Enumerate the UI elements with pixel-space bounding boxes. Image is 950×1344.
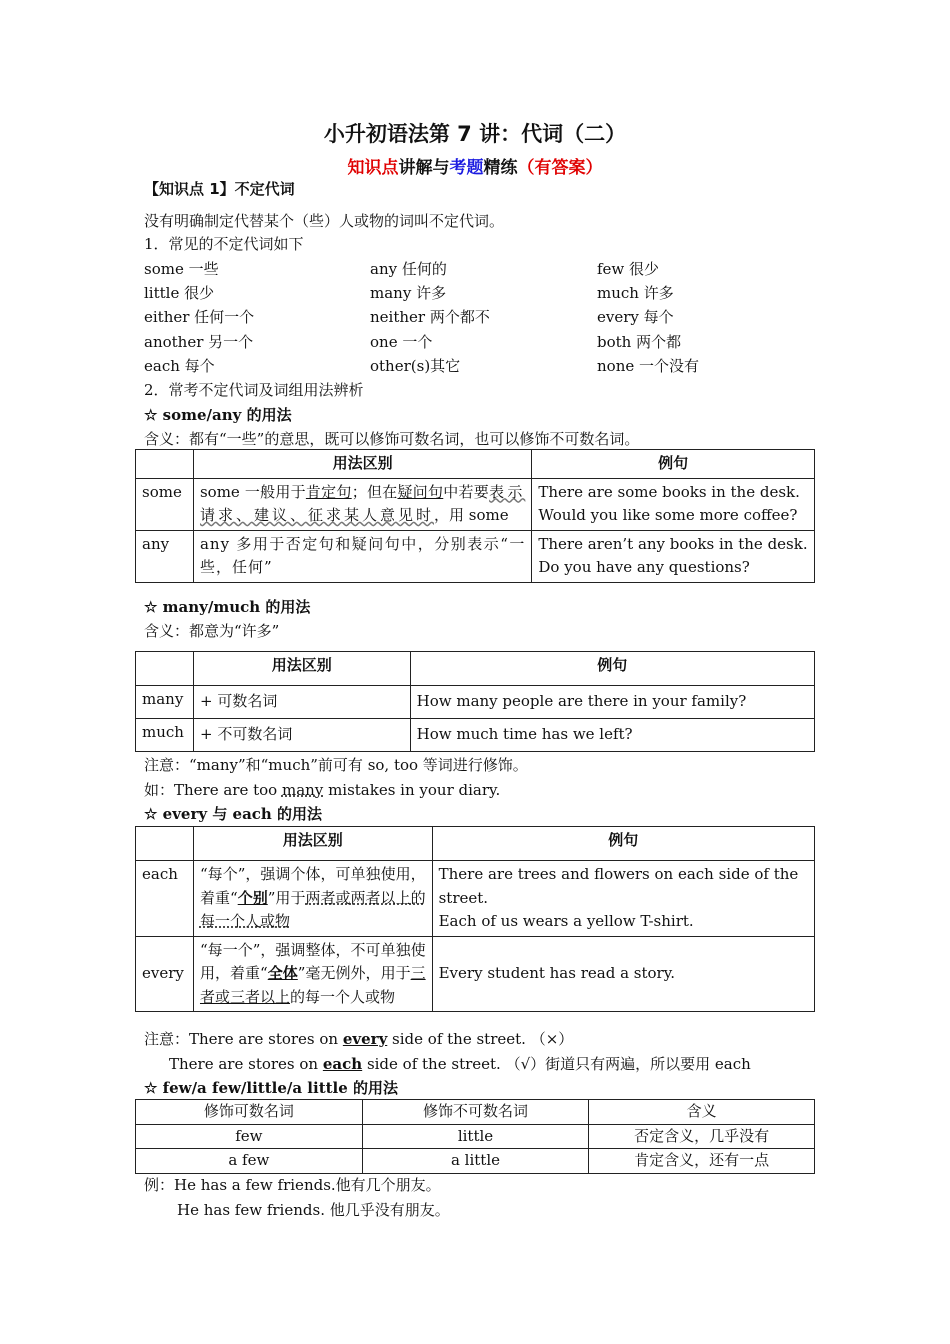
table-header: 用法区别	[193, 450, 531, 479]
pronoun-item: each 每个	[144, 357, 215, 375]
example-cell	[432, 861, 814, 937]
note-text: each	[322, 1055, 363, 1073]
usage-cell	[193, 936, 432, 1012]
table-row	[136, 1149, 815, 1174]
many-much-meaning: 含义：都意为“许多”	[144, 622, 280, 640]
table-header: 用法区别	[193, 652, 410, 686]
some-any-table	[135, 449, 815, 583]
table-cell: few	[136, 1124, 363, 1149]
word-cell: every	[136, 936, 194, 1012]
pronoun-item: few 很少	[597, 260, 660, 278]
table-header: 修饰可数名词	[136, 1100, 363, 1125]
example-text: There are some books in the desk.	[538, 482, 800, 501]
usage-text: ，用 some	[434, 506, 509, 524]
table-row	[136, 936, 815, 1012]
table-cell: little	[362, 1124, 589, 1149]
usage-title: 2．常考不定代词及词组用法辨析	[144, 381, 364, 399]
note-text: 注意：There are stores on	[144, 1030, 343, 1048]
usage-cell	[193, 478, 531, 530]
example-text: many	[281, 781, 324, 799]
table-row	[136, 861, 815, 937]
example-cell: How many people are there in your family?	[410, 686, 814, 719]
usage-cell: + 不可数名词	[193, 719, 410, 752]
word-cell: some	[136, 478, 194, 530]
usage-text: 肯定句	[305, 482, 352, 501]
usage-text: “每一个”，强调整体，不可单独使用，着重“	[199, 940, 426, 982]
many-much-table	[135, 651, 815, 752]
pronoun-item: much 许多	[597, 284, 674, 302]
subtitle-part: 考题	[449, 158, 484, 178]
usage-text: ；但在	[351, 482, 398, 501]
word-cell: any	[136, 530, 194, 582]
usage-text: ”毫无例外，用于	[297, 964, 411, 982]
usage-text: ”用于	[267, 888, 306, 907]
some-any-heading: ☆ some/any 的用法	[144, 406, 292, 424]
usage-text: 三者或三者以上	[199, 964, 426, 1006]
few-little-heading: ☆ few/a few/little/a little 的用法	[144, 1079, 399, 1097]
pronoun-item: little 很少	[144, 284, 215, 302]
table-header: 含义	[589, 1100, 815, 1125]
usage-text: some 一般用于	[199, 482, 306, 501]
table-cell: 肯定含义，还有一点	[589, 1149, 815, 1174]
usage-cell	[193, 861, 432, 937]
few-little-table	[135, 1099, 815, 1174]
usage-text: 中若要	[443, 482, 490, 501]
table-header: 修饰不可数名词	[362, 1100, 589, 1125]
pronoun-item: neither 两个都不	[370, 308, 490, 326]
pronoun-item: either 任何一个	[144, 308, 255, 326]
table-header: 用法区别	[193, 827, 432, 861]
few-little-example: He has few friends. 他几乎没有朋友。	[177, 1201, 450, 1219]
subtitle-part: （有答案）	[517, 158, 603, 178]
every-each-heading: ☆ every 与 each 的用法	[144, 805, 323, 823]
many-much-note: 注意：“many”和“much”前可有 so, too 等词进行修饰。	[144, 756, 528, 774]
list-title: 1．常见的不定代词如下	[144, 235, 304, 253]
pronoun-item: many 许多	[370, 284, 447, 302]
every-each-note	[144, 1028, 573, 1049]
table-row	[136, 530, 815, 582]
pronoun-item: any 任何的	[370, 260, 447, 278]
section-heading: 【知识点 1】不定代词	[144, 180, 295, 198]
subtitle-part: 精练	[483, 158, 518, 178]
note-text: side of the street. （×）	[387, 1030, 574, 1048]
note-text: every	[342, 1030, 388, 1048]
example-text: 如：There are too	[144, 781, 282, 799]
usage-text: 全体	[267, 964, 298, 982]
table-row	[136, 1100, 815, 1125]
every-each-note	[169, 1053, 751, 1074]
example-text: There are trees and flowers on each side of the street.	[438, 865, 799, 907]
example-cell: Every student has read a story.	[432, 936, 814, 1012]
table-cell: a little	[362, 1149, 589, 1174]
table-row	[136, 686, 815, 719]
table-header: 例句	[532, 450, 815, 479]
usage-text: 两者或两者以上的每一个人或物	[199, 888, 426, 930]
example-text: There aren’t any books in the desk.	[538, 534, 808, 553]
pronoun-item: both 两个都	[597, 333, 682, 351]
pronoun-item: one 一个	[370, 333, 433, 351]
word-cell: many	[136, 686, 194, 719]
example-cell	[532, 478, 815, 530]
usage-text: 疑问句	[397, 482, 444, 501]
few-little-example: 例：He has a few friends.他有几个朋友。	[144, 1176, 441, 1194]
note-text: side of the street. （√）街道只有两遍，所以要用 each	[362, 1055, 751, 1073]
many-much-heading: ☆ many/much 的用法	[144, 598, 311, 616]
pronoun-item: some 一些	[144, 260, 219, 278]
table-header: 例句	[410, 652, 814, 686]
pronoun-item: none 一个没有	[597, 357, 699, 375]
example-text: Do you have any questions?	[538, 558, 750, 576]
example-text: Would you like some more coffee?	[538, 506, 798, 524]
many-much-example	[144, 779, 500, 800]
every-each-table	[135, 826, 815, 1012]
table-header: 例句	[432, 827, 814, 861]
example-text: mistakes in your diary.	[323, 781, 501, 799]
usage-text: “每个”，强调个体，可单独使用，着重“	[199, 865, 426, 907]
table-header	[136, 652, 194, 686]
subtitle-part: 知识点	[347, 158, 399, 178]
subtitle-part: 讲解与	[398, 158, 450, 178]
page-title: 小升初语法第 7 讲：代词（二）	[323, 122, 627, 146]
table-cell: a few	[136, 1149, 363, 1174]
pronoun-item: other(s)其它	[370, 357, 461, 375]
page-subtitle	[0, 153, 950, 178]
example-text: Each of us wears a yellow T-shirt.	[438, 912, 694, 930]
pronoun-item: every 每个	[597, 308, 674, 326]
usage-text: 的每一个人或物	[290, 987, 396, 1006]
usage-cell: any 多用于否定句和疑问句中，分别表示“一些，任何”	[193, 530, 531, 582]
table-header	[136, 450, 194, 479]
table-cell: 否定含义，几乎没有	[589, 1124, 815, 1149]
intro-text: 没有明确制定代替某个（些）人或物的词叫不定代词。	[144, 212, 505, 230]
table-row	[136, 478, 815, 530]
table-header	[136, 827, 194, 861]
word-cell: each	[136, 861, 194, 937]
pronoun-item: another 另一个	[144, 333, 254, 351]
table-row	[136, 719, 815, 752]
usage-text: 个别	[237, 888, 268, 907]
example-cell	[532, 530, 815, 582]
usage-cell: + 可数名词	[193, 686, 410, 719]
example-cell: How much time has we left?	[410, 719, 814, 752]
usage-text: 表示请求、建议、征求某人意见时	[199, 482, 526, 524]
note-text: There are stores on	[169, 1055, 323, 1073]
table-row	[136, 1124, 815, 1149]
some-any-meaning: 含义：都有“一些”的意思，既可以修饰可数名词，也可以修饰不可数名词。	[144, 430, 640, 448]
word-cell: much	[136, 719, 194, 752]
